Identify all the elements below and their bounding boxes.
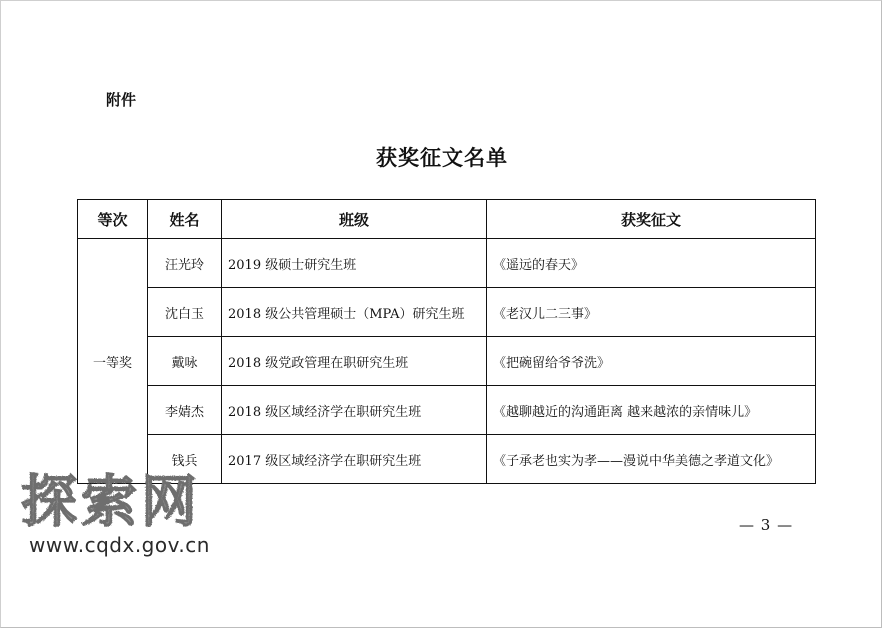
class-cell: 2018 级公共管理硕士（MPA）研究生班	[222, 288, 487, 337]
watermark-logo	[19, 471, 219, 533]
attachment-label: 附件	[106, 91, 137, 109]
essay-cell: 《遥远的春天》	[487, 239, 816, 288]
header-rank: 等次	[78, 200, 148, 239]
essay-cell: 《越聊越近的沟通距离 越来越浓的亲情味儿》	[487, 386, 816, 435]
name-cell: 钱兵	[148, 435, 222, 484]
page-title: 获奖征文名单	[376, 145, 508, 170]
class-cell: 2019 级硕士研究生班	[222, 239, 487, 288]
class-cell: 2017 级区域经济学在职研究生班	[222, 435, 487, 484]
table-row	[78, 288, 816, 337]
name-cell: 李婧杰	[148, 386, 222, 435]
essay-cell: 《把碗留给爷爷洗》	[487, 337, 816, 386]
table-row	[78, 239, 816, 288]
class-cell: 2018 级区域经济学在职研究生班	[222, 386, 487, 435]
watermark-url: www.cqdx.gov.cn	[29, 533, 210, 557]
essay-cell: 《子承老也实为孝——漫说中华美德之孝道文化》	[487, 435, 816, 484]
table-header-row	[78, 200, 816, 239]
name-cell: 沈白玉	[148, 288, 222, 337]
table-row	[78, 337, 816, 386]
essay-cell: 《老汉儿二三事》	[487, 288, 816, 337]
table-row	[78, 386, 816, 435]
rank-cell: 一等奖	[78, 239, 148, 484]
header-essay: 获奖征文	[487, 200, 816, 239]
name-cell: 戴咏	[148, 337, 222, 386]
header-class: 班级	[222, 200, 487, 239]
name-cell: 汪光玲	[148, 239, 222, 288]
class-cell: 2018 级党政管理在职研究生班	[222, 337, 487, 386]
header-name: 姓名	[148, 200, 222, 239]
awards-table	[77, 199, 816, 484]
page-number: — 3 —	[739, 516, 794, 534]
watermark-logo-text: 探索网	[21, 471, 201, 533]
